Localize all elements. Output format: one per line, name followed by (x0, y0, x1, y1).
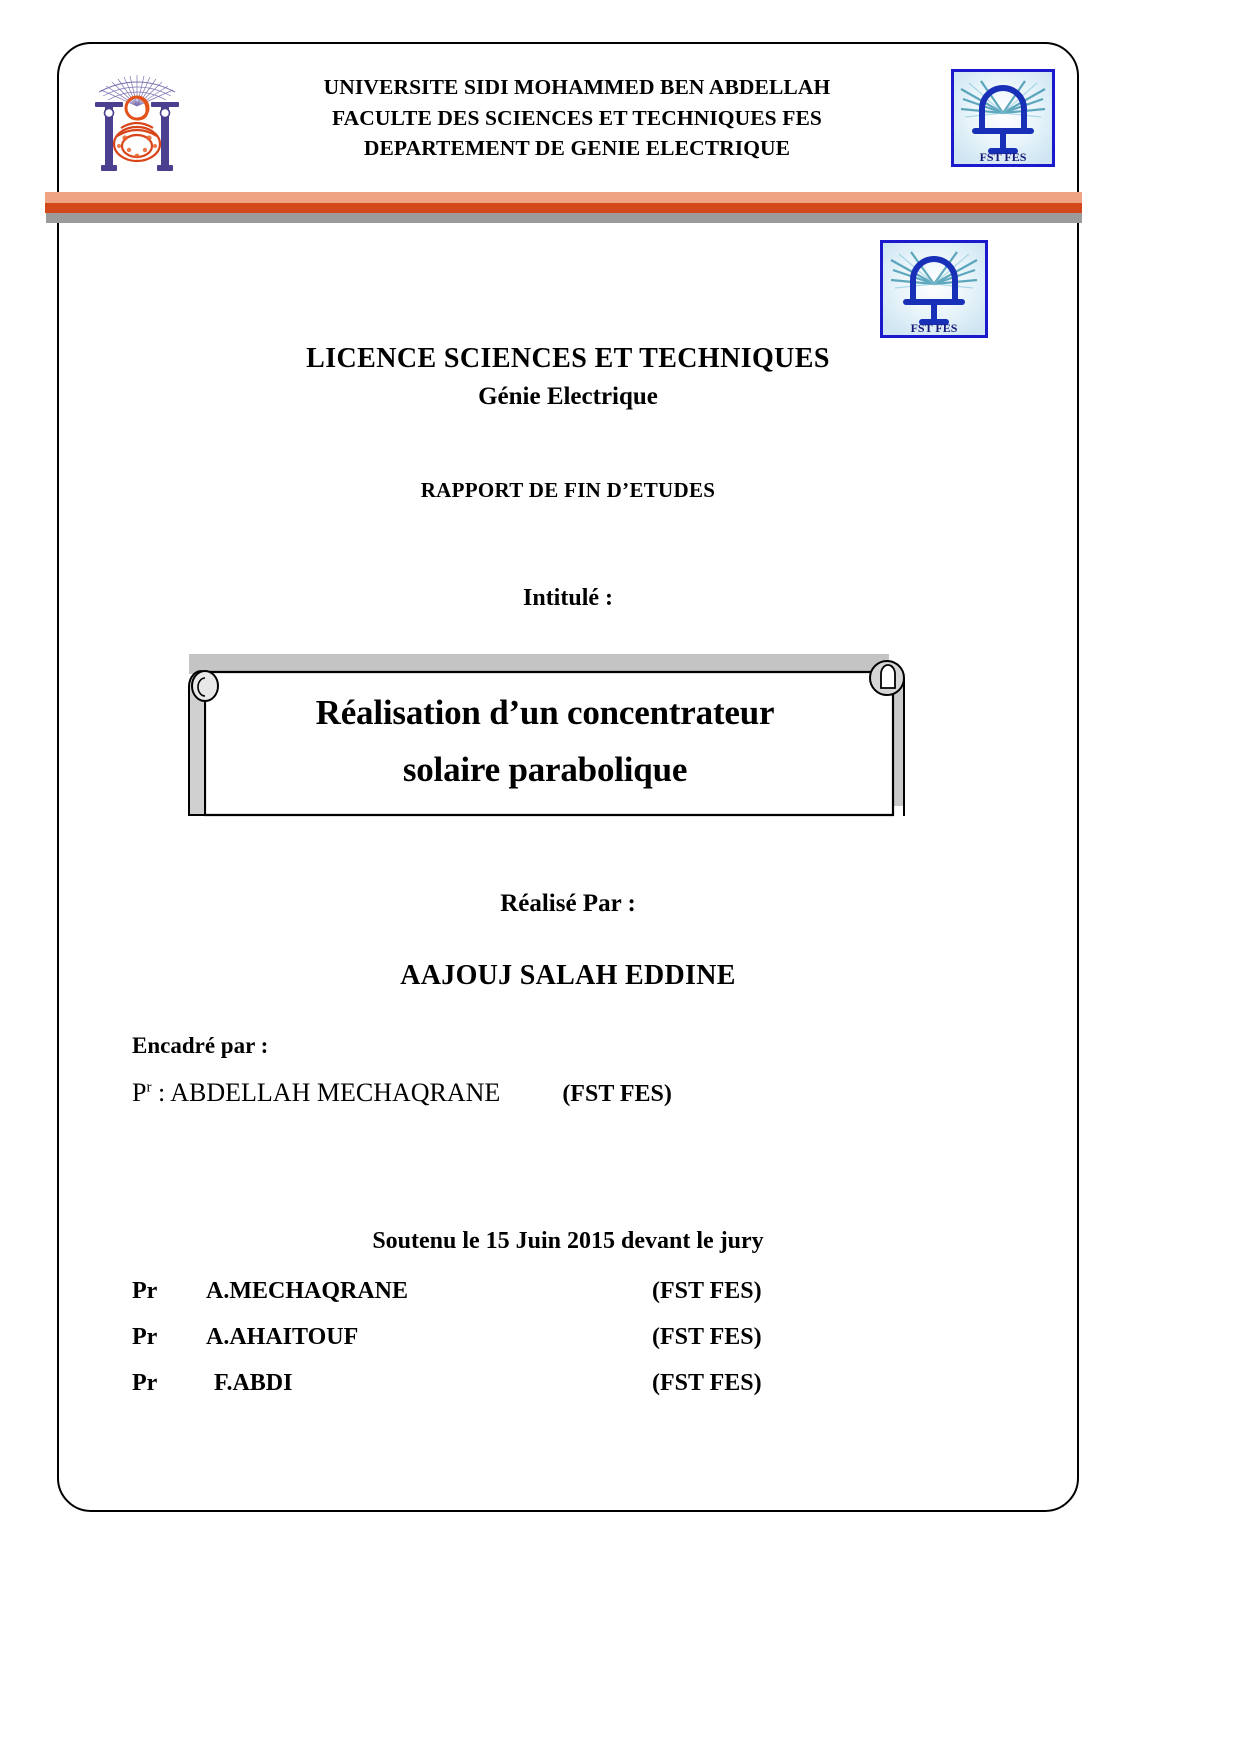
jury-title: Pr (132, 1370, 158, 1396)
header-divider-bar (45, 192, 1082, 223)
diploma-block (59, 340, 1077, 415)
project-title-line-1: Réalisation d’un concentrateur (315, 692, 775, 732)
supervisor-row (132, 1078, 932, 1108)
jury-affiliation: (FST FES) (652, 1324, 762, 1350)
fst-fes-logo-text: FST FES (979, 150, 1027, 164)
project-title-scroll-banner (175, 630, 915, 835)
author-label: Réalisé Par : (500, 890, 636, 917)
supervisor-name: ABDELLAH MECHAQRANE (170, 1078, 501, 1107)
jury-name: A.MECHAQRANE (206, 1278, 408, 1304)
divider-gray-band (46, 213, 1082, 223)
jury-title: Pr (132, 1278, 158, 1304)
jury-row (132, 1370, 812, 1416)
fst-fes-logo-header (951, 69, 1055, 167)
supervisor-title (132, 1078, 151, 1107)
report-type-label: RAPPORT DE FIN D’ETUDES (420, 478, 716, 502)
jury-affiliation: (FST FES) (652, 1278, 762, 1304)
jury-title: Pr (132, 1324, 158, 1350)
institution-line-2: FACULTE DES SCIENCES ET TECHNIQUES FES (332, 105, 822, 130)
jury-row (132, 1324, 812, 1370)
jury-row (132, 1278, 812, 1324)
project-title-text (175, 630, 915, 835)
supervisor-label: Encadré par : (132, 1033, 269, 1058)
jury-list (132, 1278, 812, 1416)
project-title-line-2: solaire parabolique (402, 749, 688, 789)
divider-orange-band (45, 203, 1082, 213)
supervisor-title-prefix: P (132, 1078, 147, 1107)
author-name: AAJOUJ SALAH EDDINE (400, 960, 736, 991)
fst-fes-logo-body (880, 240, 988, 338)
jury-name: A.AHAITOUF (206, 1324, 359, 1350)
university-logo (81, 56, 193, 180)
institution-line-1: UNIVERSITE SIDI MOHAMMED BEN ABDELLAH (323, 74, 831, 99)
jury-name: F.ABDI (214, 1370, 293, 1396)
fst-fes-logo-text: FST FES (910, 321, 958, 335)
defense-statement: Soutenu le 15 Juin 2015 devant le jury (372, 1228, 764, 1254)
institution-title-block (193, 72, 951, 165)
jury-affiliation: (FST FES) (652, 1370, 762, 1396)
divider-salmon-band (45, 192, 1082, 203)
degree-specialty: Génie Electrique (478, 382, 658, 410)
project-title-label: Intitulé : (523, 585, 613, 611)
supervisor-title-superscript: r (146, 1079, 152, 1096)
supervisor-separator: : (151, 1078, 171, 1107)
institution-line-3: DEPARTEMENT DE GENIE ELECTRIQUE (363, 136, 791, 161)
supervisor-affiliation: (FST FES) (562, 1081, 672, 1107)
degree-title: LICENCE SCIENCES ET TECHNIQUES (306, 343, 830, 374)
page-header (59, 44, 1077, 192)
